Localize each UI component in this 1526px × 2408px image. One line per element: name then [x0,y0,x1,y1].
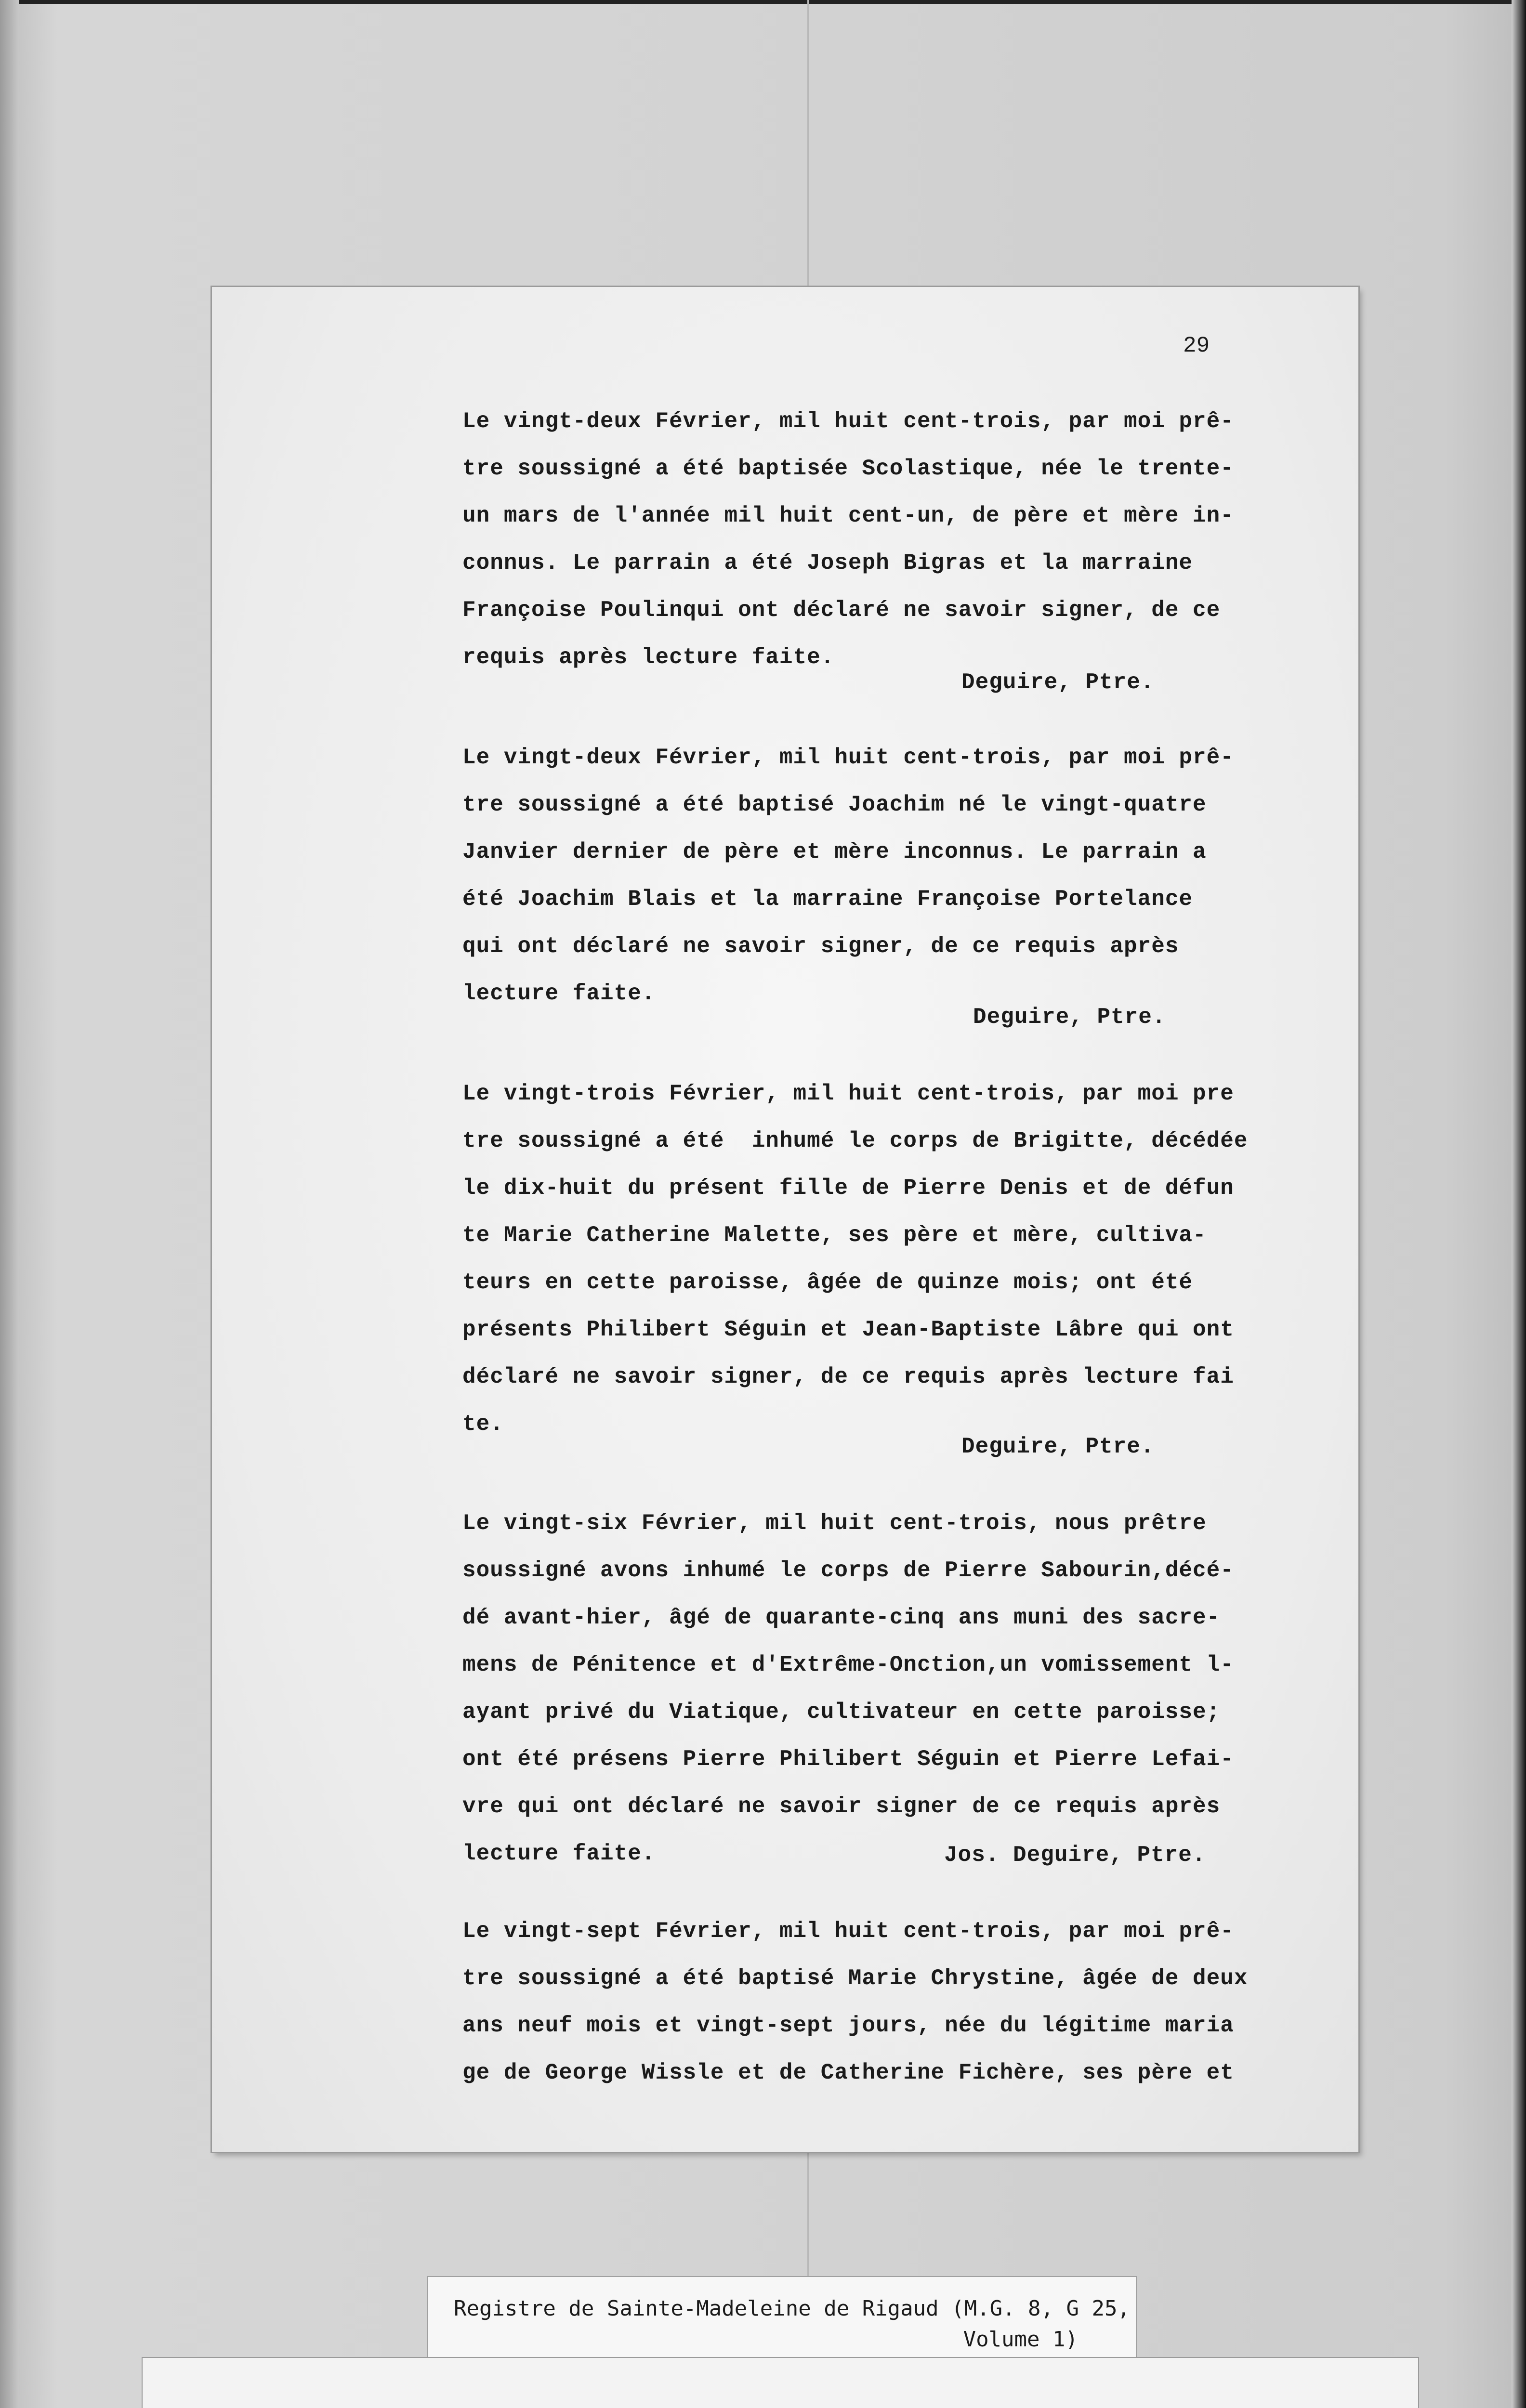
entry-line: mens de Pénitence et d'Extrême-Onction,un vomissement l- [462,1652,1234,1677]
register-entry [462,734,1339,1017]
entry-line: le dix-huit du présent fille de Pierre Denis et de défun [462,1176,1234,1201]
entry-line: été Joachim Blais et la marraine Françoise Portelance [462,887,1193,912]
caption-line: Volume 1) [963,2327,1078,2352]
film-border-left [0,0,19,2408]
page-number: 29 [1183,333,1210,358]
priest-signature: Deguire, Ptre. [973,1005,1166,1030]
entry-line: Françoise Poulinqui ont déclaré ne savoir signer, de ce [462,598,1221,623]
entry-line: lecture faite. [462,981,656,1006]
entry-line: te. [462,1412,504,1437]
entry-line: ayant privé du Viatique, cultivateur en cette paroisse; [462,1700,1221,1725]
entry-line: requis après lecture faite. [462,645,835,670]
entry-line: teurs en cette paroisse, âgée de quinze mois; ont été [462,1270,1193,1295]
entry-line: Le vingt-trois Février, mil huit cent-trois, par moi pre [462,1081,1234,1106]
entry-line: tre soussigné a été inhumé le corps de Brigitte, décédée [462,1128,1248,1153]
entry-line: Le vingt-deux Février, mil huit cent-trois, par moi prê- [462,409,1234,434]
caption-line: Registre de Sainte-Madeleine de Rigaud (M.G. 8, G 25, [454,2296,1130,2321]
film-border-top [0,0,1526,4]
entry-line: lecture faite. [462,1841,656,1866]
entry-line: soussigné avons inhumé le corps de Pierre Sabourin,décé- [462,1558,1234,1583]
register-caption [428,2277,1136,2362]
entry-line: connus. Le parrain a été Joseph Bigras et la marraine [462,550,1193,576]
entry-line: ans neuf mois et vingt-sept jours, née du légitime maria [462,2013,1234,2038]
entry-line: Janvier dernier de père et mère inconnus. Le parrain a [462,839,1207,864]
archive-label-card [143,2358,1418,2408]
entry-line: Le vingt-sept Février, mil huit cent-trois, par moi prê- [462,1919,1234,1944]
entry-line: déclaré ne savoir signer, de ce requis après lecture fai [462,1364,1234,1389]
priest-signature: Deguire, Ptre. [961,670,1155,695]
typed-register-page [212,287,1358,2152]
entry-line: ge de George Wissle et de Catherine Fichère, ses père et [462,2060,1234,2085]
entry-line: vre qui ont déclaré ne savoir signer de ce requis après [462,1794,1221,1819]
register-entry [462,1908,1339,2096]
register-entry [462,398,1339,681]
register-entry [462,1500,1339,1877]
entry-line: présents Philibert Séguin et Jean-Baptiste Lâbre qui ont [462,1317,1234,1342]
priest-signature: Deguire, Ptre. [961,1434,1155,1459]
register-entry [462,1070,1339,1448]
priest-signature: Jos. Deguire, Ptre. [944,1843,1206,1868]
entry-line: tre soussigné a été baptisé Joachim né le vingt-quatre [462,792,1207,817]
entry-line: un mars de l'année mil huit cent-un, de père et mère in- [462,503,1234,528]
film-border-right [1512,0,1526,2408]
entry-line: Le vingt-six Février, mil huit cent-trois, nous prêtre [462,1511,1207,1536]
entry-line: tre soussigné a été baptisée Scolastique, née le trente- [462,456,1234,481]
entry-line: Le vingt-deux Février, mil huit cent-trois, par moi prê- [462,745,1234,770]
entry-line: qui ont déclaré ne savoir signer, de ce requis après [462,934,1179,959]
entry-line: ont été présens Pierre Philibert Séguin et Pierre Lefai- [462,1747,1234,1772]
entry-line: dé avant-hier, âgé de quarante-cinq ans muni des sacre- [462,1605,1221,1630]
entry-line: te Marie Catherine Malette, ses père et mère, cultiva- [462,1223,1207,1248]
entry-line: tre soussigné a été baptisé Marie Chrystine, âgée de deux [462,1966,1248,1991]
